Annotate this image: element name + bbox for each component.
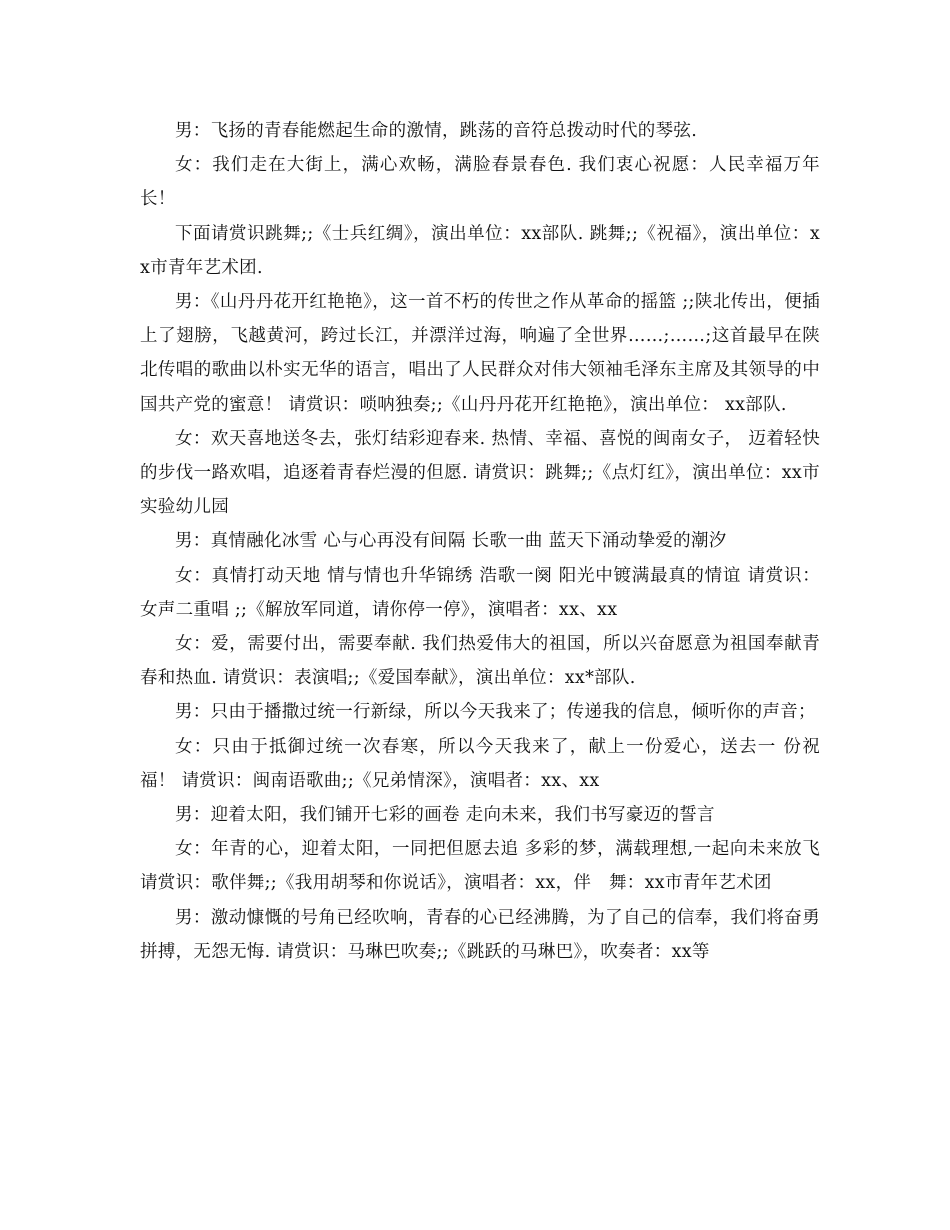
- paragraph: 男：迎着太阳，我们铺开七彩的画卷 走向未来，我们书写豪迈的誓言: [175, 805, 715, 826]
- paragraph: 男：只由于播撒过统一行新绿，所以今天我来了；传递我的信息，倾听你的声音；: [175, 702, 816, 723]
- paragraph: 男：飞扬的青春能燃起生命的激情，跳荡的音符总拨动时代的琴弦.: [175, 121, 698, 141]
- paragraph: 男：激动慷慨的号角已经吹响，青春的心已经沸腾，为了自己的信奉，我们将奋勇拼搏，无怨无悔. 请赏识：马琳巴吹奏;;《跳跃的马琳巴》，吹奏者：xx等: [140, 907, 820, 962]
- paragraph: 男：《山丹丹花开红艳艳》，这一首不朽的传世之作从革命的摇篮 ;;陕北传出，便插上了翅膀，飞越黄河，跨过长江，并漂洋过海，响遍了全世界……;……;这首最早在陕北传唱的歌曲以朴实无华的语言，唱出了人民群众对伟大领袖毛泽东主席及其领导的中国共产党的蜜意！ 请赏识：唢呐独奏;;《山丹丹花开红艳艳》，演出单位： xx部队.: [140, 292, 820, 415]
- paragraph: 女：欢天喜地送冬去，张灯结彩迎春来. 热情、幸福、喜悦的闽南女子， 迈着轻快的步伐一路欢唱，追逐着青春烂漫的但愿. 请赏识：跳舞;;《点灯红》，演出单位：xx市实验幼儿园: [140, 428, 820, 518]
- paragraph: 女：爱，需要付出，需要奉献. 我们热爱伟大的祖国，所以兴奋愿意为祖国奉献青春和热血. 请赏识：表演唱;;《爱国奉献》，演出单位：xx*部队.: [140, 634, 820, 689]
- paragraph: 下面请赏识跳舞;;《士兵红绸》，演出单位：xx部队. 跳舞;;《祝福》，演出单位：xx市青年艺术团.: [140, 223, 820, 278]
- document-body: [140, 114, 820, 969]
- paragraph: 女：我们走在大街上，满心欢畅，满脸春景春色. 我们衷心祝愿：人民幸福万年长！: [140, 155, 820, 210]
- paragraph: 女：年青的心，迎着太阳，一同把但愿去追 多彩的梦，满载理想,一起向未来放飞 请赏识：歌伴舞;;《我用胡琴和你说话》，演唱者：xx，伴 舞：xx市青年艺术团: [140, 839, 820, 894]
- paragraph: 女：真情打动天地 情与情也升华锦绣 浩歌一阕 阳光中镀满最真的情谊 请赏识：女声二重唱 ;;《解放军同道，请你停一停》，演唱者：xx、xx: [140, 565, 820, 620]
- paragraph: 男：真情融化冰雪 心与心再没有间隔 长歌一曲 蓝天下涌动挚爱的潮汐: [175, 531, 727, 552]
- paragraph: 女：只由于抵御过统一次春寒，所以今天我来了，献上一份爱心，送去一 份祝福！ 请赏识：闽南语歌曲;;《兄弟情深》，演唱者：xx、xx: [140, 736, 820, 791]
